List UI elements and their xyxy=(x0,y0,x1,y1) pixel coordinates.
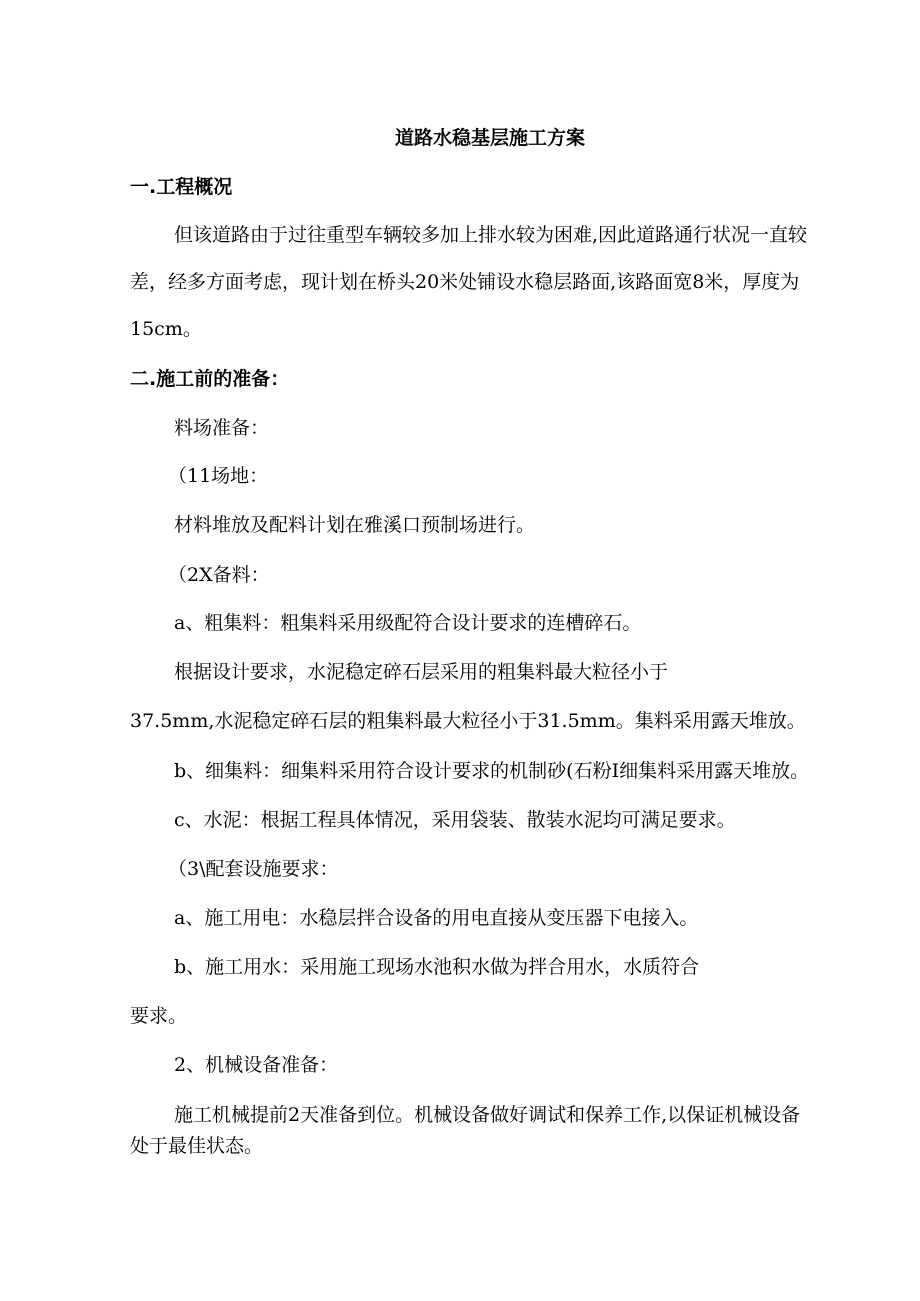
paragraph-line: 差，经多方面考虑，现计划在桥头20米处铺设水稳层路面,该路面宽8米，厚度为 xyxy=(130,271,800,293)
section-heading-overview: 一.工程概况 xyxy=(130,176,233,198)
paragraph-line: 要求。 xyxy=(130,1005,188,1027)
paragraph-line: 根据设计要求，水泥稳定碎石层采用的粗集料最大粒径小于 xyxy=(174,661,669,683)
paragraph-line: a、施工用电：水稳层拌合设备的用电直接从变压器下电接入。 xyxy=(174,907,699,929)
paragraph-line: b、细集料：细集料采用符合设计要求的机制砂(石粉I细集料采用露天堆放。 xyxy=(174,760,810,782)
subsection-heading: 料场准备： xyxy=(174,417,270,439)
document-title: 道路水稳基层施工方案 xyxy=(394,127,585,149)
list-item-label: （2X备料： xyxy=(168,564,270,586)
paragraph-line: 但该道路由于过往重型车辆较多加上排水较为困难,因此道路通行状况一直较 xyxy=(174,224,808,246)
paragraph-line: 施工机械提前2天准备到位。机械设备做好调试和保养工作,以保证机械设备 xyxy=(174,1104,801,1126)
paragraph-line: 材料堆放及配料计划在雅溪口预制场进行。 xyxy=(174,514,536,536)
list-item-label: （11场地： xyxy=(168,465,269,487)
paragraph-line: 处于最佳状态。 xyxy=(130,1135,264,1157)
subsection-heading: 2、机械设备准备： xyxy=(174,1054,339,1076)
list-item-label: （3\配套设施要求： xyxy=(168,858,339,880)
paragraph-line: a、粗集料：粗集料采用级配符合设计要求的连槽碎石。 xyxy=(174,612,642,634)
paragraph-line: 37.5mm,水泥稳定碎石层的粗集料最大粒径小于31.5mm。集料采用露天堆放。 xyxy=(130,710,806,732)
paragraph-line: 15cm。 xyxy=(130,318,202,340)
paragraph-line: c、水泥：根据工程具体情况，采用袋装、散装水泥均可满足要求。 xyxy=(174,809,736,831)
paragraph-line: b、施工用水：采用施工现场水池积水做为拌合用水，水质符合 xyxy=(174,956,700,978)
section-heading-preparation: 二.施工前的准备： xyxy=(130,368,290,390)
